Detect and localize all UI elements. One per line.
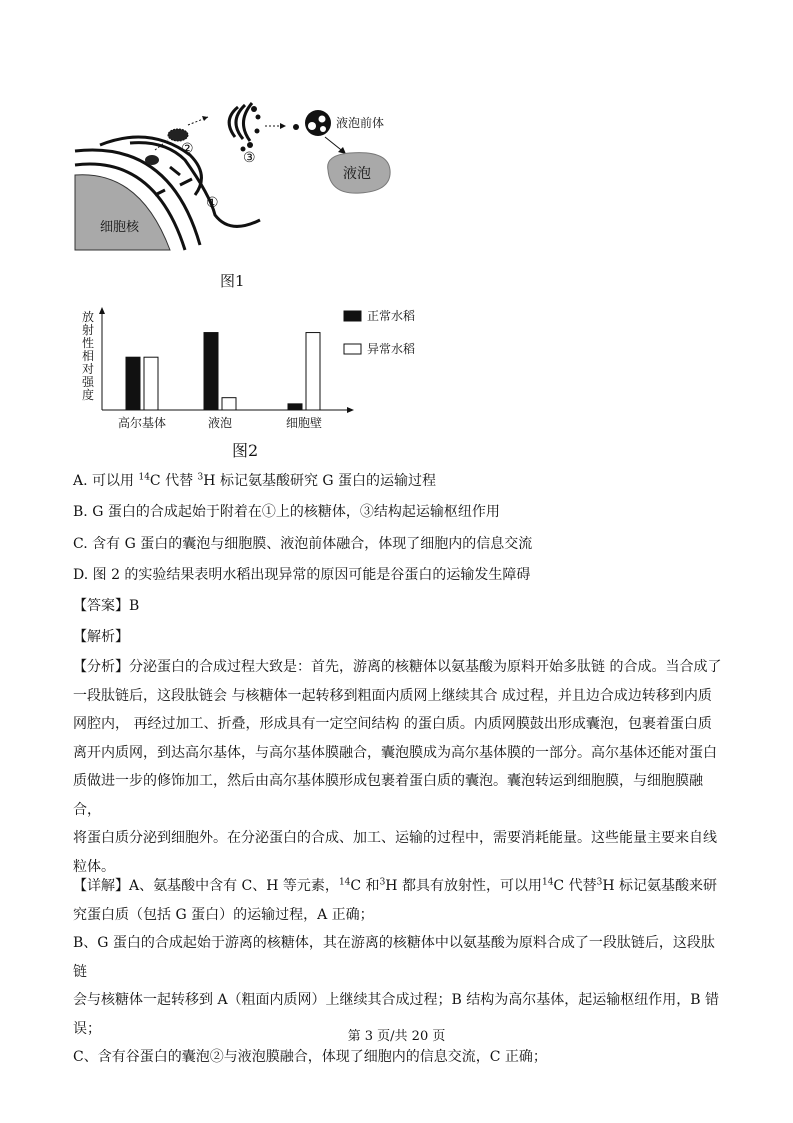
y-label-char: 强 xyxy=(81,375,95,389)
y-axis-label xyxy=(82,310,95,402)
figure-2-chart xyxy=(72,305,432,455)
nucleus-shape xyxy=(75,175,170,250)
option-a: A. 可以用 $^{14}$C 代替 $^3$H 标记氨基酸研究 G 蛋白的运输过程 xyxy=(73,472,437,489)
vacuole-label: 液泡 xyxy=(343,166,371,182)
detail-line-5: C、含有谷蛋白的囊泡②与液泡膜融合，体现了细胞内的信息交流，C 正确； xyxy=(73,1049,547,1065)
figure-2-caption: 图2 xyxy=(232,441,259,460)
bar-normal-2 xyxy=(288,404,302,410)
detail-line-2: 究蛋白质（包括 G 蛋白）的运输过程，A 正确； xyxy=(73,906,374,923)
legend-swatch xyxy=(344,311,361,321)
detail-line-1: 【详解】A、氨基酸中含有 C、H 等元素，$^{14}$C 和$^3$H 都具有放射性，可以用$^{14}$C 代替$^3$H 标记氨基酸来研 xyxy=(73,877,717,894)
figure-1-diagram xyxy=(60,95,420,285)
analysis-paragraph xyxy=(73,653,723,881)
x-tick-label: 细胞壁 xyxy=(285,416,323,430)
analysis-heading: 【解析】 xyxy=(73,629,129,645)
mark-1: ① xyxy=(206,195,219,211)
y-label-char: 相 xyxy=(81,349,95,363)
x-tick-label: 液泡 xyxy=(207,416,233,430)
mark-2: ② xyxy=(181,141,194,157)
y-label-char: 射 xyxy=(81,323,95,337)
answer: 【答案】B xyxy=(73,598,140,614)
analysis-line: 粒体。 xyxy=(73,858,115,875)
bar-abnormal-2 xyxy=(306,333,320,410)
bar-abnormal-0 xyxy=(144,357,158,410)
legend-label: 正常水稻 xyxy=(367,309,416,323)
precursor-label: 液泡前体 xyxy=(336,116,385,130)
option-c: C. 含有 G 蛋白的囊泡与细胞膜、液泡前体融合，体现了细胞内的信息交流 xyxy=(73,536,533,552)
analysis-line: 离开内质网，到达高尔基体，与高尔基体膜融合，囊泡膜成为高尔基体膜的一部分。高尔基体还能对蛋白 xyxy=(73,744,717,761)
analysis-line: 将蛋白质分泌到细胞外。在分泌蛋白的合成、加工、运输的过程中，需要消耗能量。这些能量主要来自线 xyxy=(73,830,717,846)
analysis-line: 质做进一步的修饰加工，然后由高尔基体膜形成包裹着蛋白质的囊泡。囊泡转运到细胞膜，与细胞膜融合， xyxy=(73,773,703,818)
analysis-line: 一段肽链后，这段肽链会 与核糖体一起转移到粗面内质网上继续其合 成过程，并且边合成边转移到内质 xyxy=(73,687,712,704)
page-footer: 第 3 页/共 20 页 xyxy=(347,1029,446,1044)
y-label-char: 放 xyxy=(81,310,95,324)
y-label-char: 度 xyxy=(81,388,95,402)
arrowhead-golgi xyxy=(202,116,208,121)
option-b: B. G 蛋白的合成起始于附着在①上的核糖体，③结构起运输枢纽作用 xyxy=(73,504,500,520)
legend-swatch xyxy=(344,344,361,354)
nucleus-label: 细胞核 xyxy=(100,220,140,235)
vesicle-2 xyxy=(168,129,188,141)
detail-line-3: B、G 蛋白的合成起始于游离的核糖体，其在游离的核糖体中以氨基酸为原料合成了一段肽链后，这段肽链 xyxy=(73,935,715,980)
bar-abnormal-1 xyxy=(222,398,236,410)
analysis-line: 网腔内， 再经过加工、折叠，形成具有一定空间结构 的蛋白质。内质网膜鼓出形成囊泡，包裹着蛋白质 xyxy=(73,716,712,732)
y-label-char: 性 xyxy=(81,336,95,350)
y-label-char: 对 xyxy=(81,362,95,376)
detail-line-4: 会与核糖体一起转移到 A（粗面内质网）上继续其合成过程；B 结构为高尔基体，起运输枢纽作用，B 错误； xyxy=(73,992,720,1037)
figure-1-caption: 图1 xyxy=(220,272,245,290)
option-d: D. 图 2 的实验结果表明水稻出现异常的原因可能是谷蛋白的运输发生障碍 xyxy=(73,567,531,583)
bar-normal-1 xyxy=(204,333,218,410)
x-tick-label: 高尔基体 xyxy=(117,416,167,430)
legend-label: 异常水稻 xyxy=(367,342,416,356)
golgi-cisterna-3 xyxy=(243,103,252,141)
bar-normal-0 xyxy=(126,357,140,410)
analysis-line: 【分析】分泌蛋白的合成过程大致是：首先，游离的核糖体以氨基酸为原料开始多肽链 的合成。当合成了 xyxy=(73,659,722,675)
small-vesicle xyxy=(293,124,299,130)
ribosome-shape xyxy=(145,155,159,165)
vacuole-precursor-shape xyxy=(305,110,331,136)
mark-3: ③ xyxy=(243,150,256,166)
